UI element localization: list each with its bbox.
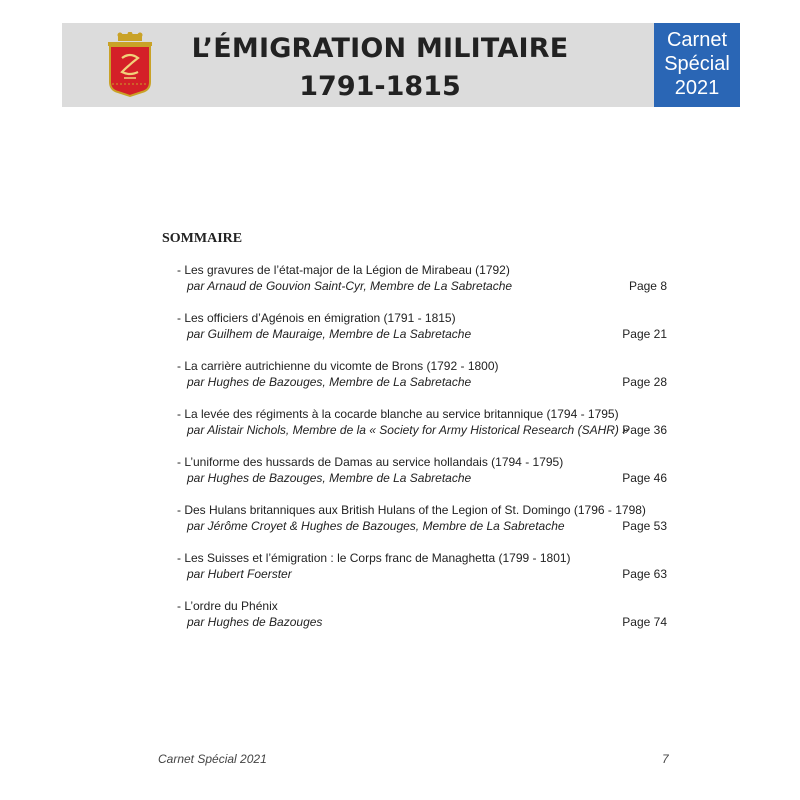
badge-line-3: 2021 [674,77,720,99]
toc-entry [177,598,667,646]
toc-entry-page: Page 8 [628,279,667,293]
title-line-2: 1791-1815 [299,71,461,102]
toc-entry-author: par Hubert Foerster [187,567,292,581]
toc-entry-title: - Les gravures de l’état-major de la Légion de Mirabeau (1792) [177,263,510,277]
toc-entry [177,406,667,454]
toc-entry-title: - Les officiers d’Agénois en émigration (1791 - 1815) [177,311,456,325]
footer-publication: Carnet Spécial 2021 [158,752,267,766]
toc-entry-page: Page 21 [622,327,667,341]
toc-entry-title: - La levée des régiments à la cocarde blanche au service britannique (1794 - 1795) [177,407,619,421]
toc-entry-page: Page 28 [622,375,667,389]
toc-entry-author: par Jérôme Croyet & Hughes de Bazouges, Membre de La Sabretache [187,519,565,533]
toc-entry-page: Page 63 [622,567,667,581]
badge-line-2: Spécial [664,53,730,75]
toc-entry-author: par Alistair Nichols, Membre de la « Society for Army Historical Research (SAHR) » [187,423,629,437]
toc-entry-author: par Guilhem de Mauraige, Membre de La Sabretache [187,327,472,341]
page-title [170,30,590,106]
toc-entry [177,358,667,406]
royal-fleur-de-lys-banner-icon [104,32,156,98]
footer-page-number: 7 [662,752,669,766]
toc-entry-page: Page 74 [622,615,667,629]
toc-entry [177,262,667,310]
toc-entry-title: - Les Suisses et l’émigration : le Corps franc de Managhetta (1799 - 1801) [177,551,571,565]
title-line-1: L’ÉMIGRATION MILITAIRE [191,33,569,64]
toc-entry-title: - L’ordre du Phénix [177,599,278,613]
toc-entry-author: par Hughes de Bazouges [187,615,323,629]
toc-entry-author: par Arnaud de Gouvion Saint-Cyr, Membre de La Sabretache [187,279,513,293]
badge-line-1: Carnet [666,29,728,51]
toc-entry-author: par Hughes de Bazouges, Membre de La Sabretache [187,471,472,485]
sommaire-heading: SOMMAIRE [162,231,243,246]
toc-entry-page: Page 46 [622,471,667,485]
table-of-contents [177,262,667,646]
toc-entry [177,454,667,502]
toc-entry-page: Page 36 [622,423,667,437]
toc-entry-page: Page 53 [622,519,667,533]
toc-entry-title: - L’uniforme des hussards de Damas au service hollandais (1794 - 1795) [177,455,564,469]
toc-entry-author: par Hughes de Bazouges, Membre de La Sabretache [187,375,472,389]
toc-entry-title: - Des Hulans britanniques aux British Hulans of the Legion of St. Domingo (1796 - 1798) [177,503,646,517]
toc-entry [177,550,667,598]
edition-badge [654,23,740,107]
toc-entry [177,310,667,358]
toc-entry [177,502,667,550]
toc-entry-title: - La carrière autrichienne du vicomte de Brons (1792 - 1800) [177,359,499,373]
